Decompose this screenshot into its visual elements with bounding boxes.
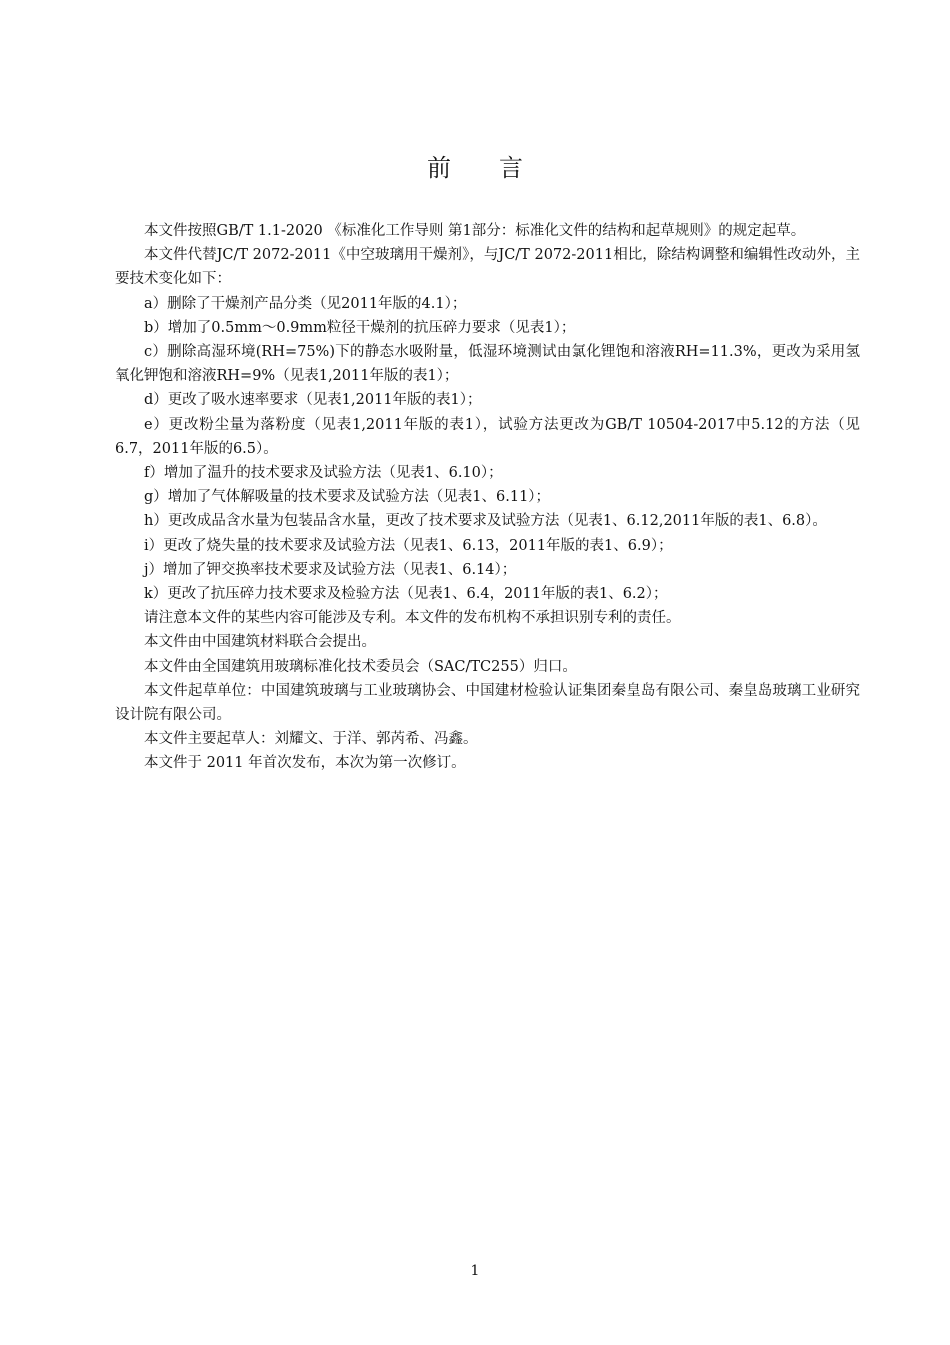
paragraph-committee: 本文件由全国建筑用玻璃标准化技术委员会（SAC/TC255）归口。 [144, 658, 577, 675]
foreword-body [115, 219, 860, 776]
list-item-a: a）删除了干燥剂产品分类（见2011年版的4.1）； [144, 295, 467, 312]
list-item-k: k）更改了抗压碎力技术要求及检验方法（见表1、6.4，2011年版的表1、6.2）； [144, 586, 668, 603]
list-item-j: j）增加了钾交换率技术要求及试验方法（见表1、6.14）； [144, 561, 517, 578]
list-item-e: e）更改粉尘量为落粉度（见表1,2011年版的表1），试验方法更改为GB/T 10504-2017中5.12的方法（见6.7，2011年版的6.5）。 [115, 416, 860, 457]
page-title: 前言 [427, 154, 571, 183]
paragraph-patent-notice: 请注意本文件的某些内容可能涉及专利。本文件的发布机构不承担识别专利的责任。 [144, 610, 681, 627]
paragraph-replacement: 本文件代替JC/T 2072-2011《中空玻璃用干燥剂》，与JC/T 2072-2011相比，除结构调整和编辑性改动外，主要技术变化如下： [115, 247, 860, 288]
paragraph-drafting-units: 本文件起草单位：中国建筑玻璃与工业玻璃协会、中国建材检验认证集团秦皇岛有限公司、秦皇岛玻璃工业研究设计院有限公司。 [115, 682, 860, 724]
list-item-d: d）更改了吸水速率要求（见表1,2011年版的表1）； [144, 392, 482, 409]
list-item-c: c）删除高湿环境(RH=75%)下的静态水吸附量，低湿环境测试由氯化锂饱和溶液RH=11.3%，更改为采用氢氧化钾饱和溶液RH=9%（见表1,2011年版的表1）； [115, 344, 860, 385]
page-number: 1 [470, 1263, 480, 1279]
paragraph-drafting-rules: 本文件按照GB/T 1.1-2020 《标准化工作导则 第1部分：标准化文件的结构和起草规则》的规定起草。 [144, 223, 806, 239]
list-item-h: h）更改成品含水量为包装品含水量，更改了技术要求及试验方法（见表1、6.12,2011年版的表1、6.8）。 [144, 513, 827, 530]
paragraph-proposed-by: 本文件由中国建筑材料联合会提出。 [144, 634, 376, 651]
list-item-g: g）增加了气体解吸量的技术要求及试验方法（见表1、6.11）； [144, 489, 551, 506]
list-item-b: b）增加了0.5mm～0.9mm粒径干燥剂的抗压碎力要求（见表1）； [144, 319, 576, 336]
list-item-f: f）增加了温升的技术要求及试验方法（见表1、6.10）； [144, 465, 503, 482]
paragraph-history: 本文件于 2011 年首次发布，本次为第一次修订。 [144, 755, 466, 772]
paragraph-drafters: 本文件主要起草人：刘耀文、于洋、郭芮希、冯鑫。 [144, 731, 478, 748]
list-item-i: i）更改了烧失量的技术要求及试验方法（见表1、6.13，2011年版的表1、6.9）； [144, 537, 673, 554]
